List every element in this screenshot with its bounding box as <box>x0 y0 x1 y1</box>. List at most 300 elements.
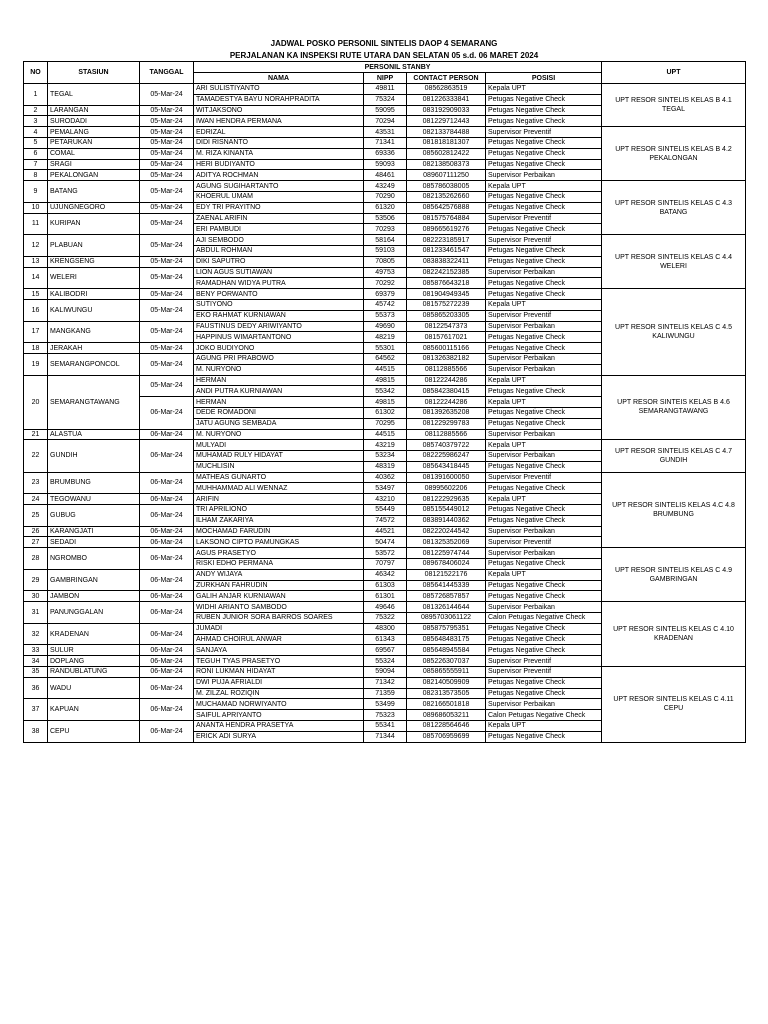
personnel-position: Petugas Negative Check <box>486 623 602 634</box>
station-name: GUBUG <box>48 505 140 527</box>
personnel-position: Petugas Negative Check <box>486 418 602 429</box>
personnel-name: M. RIZA KINANTA <box>194 148 364 159</box>
personnel-position: Petugas Negative Check <box>486 332 602 343</box>
contact-person: 085740379722 <box>407 440 486 451</box>
personnel-position: Supervisor Perbaikan <box>486 699 602 710</box>
row-number: 29 <box>24 569 48 591</box>
station-name: ALASTUA <box>48 429 140 440</box>
date-cell: 05-Mar-24 <box>140 375 194 397</box>
header-nama: NAMA <box>194 73 364 84</box>
personnel-nipp: 49815 <box>364 375 407 386</box>
station-name: KRADENAN <box>48 623 140 645</box>
contact-person: 083891440362 <box>407 515 486 526</box>
header-row-1 <box>24 62 746 73</box>
personnel-nipp: 50474 <box>364 537 407 548</box>
personnel-nipp: 46342 <box>364 569 407 580</box>
contact-person: 085648945584 <box>407 645 486 656</box>
personnel-name: ERI PAMBUDI <box>194 224 364 235</box>
schedule-table <box>23 61 746 743</box>
row-number: 34 <box>24 656 48 667</box>
personnel-position: Petugas Negative Check <box>486 505 602 516</box>
personnel-name: RAMADHAN WIDYA PUTRA <box>194 278 364 289</box>
personnel-nipp: 75323 <box>364 710 407 721</box>
date-cell: 05-Mar-24 <box>140 116 194 127</box>
personnel-nipp: 69336 <box>364 148 407 159</box>
personnel-position: Supervisor Preventif <box>486 537 602 548</box>
date-cell: 06-Mar-24 <box>140 548 194 570</box>
row-number: 35 <box>24 667 48 678</box>
row-number: 5 <box>24 137 48 148</box>
contact-person: 085865555911 <box>407 667 486 678</box>
contact-person: 082313573505 <box>407 688 486 699</box>
personnel-position: Petugas Negative Check <box>486 191 602 202</box>
row-number: 26 <box>24 526 48 537</box>
personnel-position: Petugas Negative Check <box>486 245 602 256</box>
upt-group: UPT RESOR SINTELIS KELAS B 4.2 PEKALONGAN <box>602 127 746 181</box>
contact-person: 081818181307 <box>407 137 486 148</box>
upt-group: UPT RESOR SINTELIS KELAS C 4.9 GAMBRINGAN <box>602 548 746 602</box>
personnel-position: Kepala UPT <box>486 84 602 95</box>
row-number: 24 <box>24 494 48 505</box>
contact-person: 08112885566 <box>407 364 486 375</box>
personnel-name: AGUNG PRI PRABOWO <box>194 353 364 364</box>
personnel-name: SAIFUL APRIYANTO <box>194 710 364 721</box>
personnel-name: ANDY WIJAYA <box>194 569 364 580</box>
date-cell: 05-Mar-24 <box>140 235 194 257</box>
date-cell: 05-Mar-24 <box>140 127 194 138</box>
personnel-nipp: 59095 <box>364 105 407 116</box>
contact-person: 082133784488 <box>407 127 486 138</box>
station-name: WELERI <box>48 267 140 289</box>
contact-person: 085876643218 <box>407 278 486 289</box>
document-subtitle: PERJALANAN KA INSPEKSI RUTE UTARA DAN SELATAN 05 s.d. 06 MARET 2024 <box>229 51 539 60</box>
personnel-nipp: 71359 <box>364 688 407 699</box>
station-name: COMAL <box>48 148 140 159</box>
table-row <box>24 84 746 95</box>
personnel-name: EDY TRI PRAYITNO <box>194 202 364 213</box>
station-name: TEGAL <box>48 84 140 106</box>
contact-person: 085602812422 <box>407 148 486 159</box>
personnel-name: AGUNG SUGIHARTANTO <box>194 181 364 192</box>
station-name: KALIWUNGU <box>48 299 140 321</box>
personnel-name: SANJAYA <box>194 645 364 656</box>
contact-person: 08122244286 <box>407 397 486 408</box>
personnel-nipp: 70797 <box>364 559 407 570</box>
personnel-name: MULYADI <box>194 440 364 451</box>
personnel-position: Supervisor Perbaikan <box>486 548 602 559</box>
contact-person: 081904949345 <box>407 289 486 300</box>
row-number: 4 <box>24 127 48 138</box>
personnel-position: Supervisor Preventif <box>486 667 602 678</box>
row-number: 1 <box>24 84 48 106</box>
personnel-position: Supervisor Perbaikan <box>486 267 602 278</box>
personnel-name: JATU AGUNG SEMBADA <box>194 418 364 429</box>
station-name: PETARUKAN <box>48 137 140 148</box>
contact-person: 081222929635 <box>407 494 486 505</box>
personnel-position: Petugas Negative Check <box>486 407 602 418</box>
personnel-nipp: 75322 <box>364 613 407 624</box>
personnel-position: Supervisor Perbaikan <box>486 602 602 613</box>
row-number: 27 <box>24 537 48 548</box>
personnel-name: ZURKHAN FAHRUDIN <box>194 580 364 591</box>
personnel-name: IWAN HENDRA PERMANA <box>194 116 364 127</box>
personnel-name: GALIH ANJAR KURNIAWAN <box>194 591 364 602</box>
contact-person: 085600115166 <box>407 343 486 354</box>
row-number: 20 <box>24 375 48 429</box>
date-cell: 05-Mar-24 <box>140 84 194 106</box>
contact-person: 081325352069 <box>407 537 486 548</box>
personnel-name: HAPPINUS WIMARTANTONO <box>194 332 364 343</box>
upt-group: UPT RESOR SINTELIS KELAS B 4.1 TEGAL <box>602 84 746 127</box>
table-row <box>24 472 746 483</box>
personnel-position: Petugas Negative Check <box>486 461 602 472</box>
personnel-name: M. NURYONO <box>194 364 364 375</box>
personnel-name: EKO RAHMAT KURNIAWAN <box>194 310 364 321</box>
station-name: SULUR <box>48 645 140 656</box>
station-name: SEMARANGPONCOL <box>48 353 140 375</box>
personnel-name: HERMAN <box>194 375 364 386</box>
personnel-position: Petugas Negative Check <box>486 483 602 494</box>
personnel-name: MUHHAMMAD ALI WENNAZ <box>194 483 364 494</box>
personnel-position: Kepala UPT <box>486 181 602 192</box>
date-cell: 05-Mar-24 <box>140 181 194 203</box>
personnel-nipp: 61343 <box>364 634 407 645</box>
personnel-position: Supervisor Perbaikan <box>486 364 602 375</box>
station-name: PLABUAN <box>48 235 140 257</box>
personnel-nipp: 40362 <box>364 472 407 483</box>
personnel-position: Petugas Negative Check <box>486 116 602 127</box>
personnel-nipp: 53506 <box>364 213 407 224</box>
personnel-position: Kepala UPT <box>486 397 602 408</box>
date-cell: 05-Mar-24 <box>140 202 194 213</box>
station-name: SEDADI <box>48 537 140 548</box>
row-number: 12 <box>24 235 48 257</box>
personnel-nipp: 70292 <box>364 278 407 289</box>
personnel-name: WIDHI ARIANTO SAMBODO <box>194 602 364 613</box>
station-name: DOPLANG <box>48 656 140 667</box>
date-cell: 06-Mar-24 <box>140 494 194 505</box>
personnel-name: ZAENAL ARIFIN <box>194 213 364 224</box>
document-header <box>0 38 768 62</box>
contact-person: 082140509909 <box>407 677 486 688</box>
row-number: 18 <box>24 343 48 354</box>
date-cell: 06-Mar-24 <box>140 569 194 591</box>
contact-person: 089665619276 <box>407 224 486 235</box>
personnel-nipp: 61302 <box>364 407 407 418</box>
personnel-nipp: 43249 <box>364 181 407 192</box>
station-name: GUNDIH <box>48 440 140 472</box>
contact-person: 085155449012 <box>407 505 486 516</box>
personnel-name: ADITYA ROCHMAN <box>194 170 364 181</box>
date-cell: 05-Mar-24 <box>140 343 194 354</box>
contact-person: 085641445339 <box>407 580 486 591</box>
upt-group: UPT RESOR SINTELIS KELAS C 4.7 GUNDIH <box>602 440 746 472</box>
row-number: 36 <box>24 677 48 699</box>
contact-person: 085786038005 <box>407 181 486 192</box>
contact-person: 082225986247 <box>407 451 486 462</box>
header-no: NO <box>24 62 48 84</box>
table-row <box>24 181 746 192</box>
contact-person: 081392635208 <box>407 407 486 418</box>
personnel-position: Kepala UPT <box>486 721 602 732</box>
date-cell: 05-Mar-24 <box>140 170 194 181</box>
personnel-nipp: 53497 <box>364 483 407 494</box>
personnel-name: ARI SULISTIYANTO <box>194 84 364 95</box>
personnel-name: LION AGUS SUTIAWAN <box>194 267 364 278</box>
personnel-position: Petugas Negative Check <box>486 559 602 570</box>
personnel-position: Kepala UPT <box>486 375 602 386</box>
personnel-position: Kepala UPT <box>486 299 602 310</box>
row-number: 10 <box>24 202 48 213</box>
contact-person: 081233461547 <box>407 245 486 256</box>
upt-group: UPT RESOR SINTELIS KELAS C 4.10 KRADENAN <box>602 602 746 667</box>
upt-group: UPT RESOR SINTELIS KELAS 4.C 4.8 BRUMBUNG <box>602 472 746 548</box>
personnel-nipp: 69567 <box>364 645 407 656</box>
header-nipp: NIPP <box>364 73 407 84</box>
station-name: PEKALONGAN <box>48 170 140 181</box>
personnel-name: WITJAKSONO <box>194 105 364 116</box>
personnel-position: Calon Petugas Negative Check <box>486 613 602 624</box>
station-name: KARANGJATI <box>48 526 140 537</box>
contact-person: 082220244542 <box>407 526 486 537</box>
station-name: UJUNGNEGORO <box>48 202 140 213</box>
date-cell: 05-Mar-24 <box>140 321 194 343</box>
row-number: 9 <box>24 181 48 203</box>
contact-person: 085226307037 <box>407 656 486 667</box>
row-number: 23 <box>24 472 48 494</box>
row-number: 3 <box>24 116 48 127</box>
row-number: 30 <box>24 591 48 602</box>
table-row <box>24 235 746 246</box>
personnel-nipp: 61301 <box>364 591 407 602</box>
header-upt: UPT <box>602 62 746 84</box>
personnel-name: ERICK ADI SURYA <box>194 731 364 742</box>
personnel-position: Supervisor Preventif <box>486 310 602 321</box>
personnel-position: Kepala UPT <box>486 440 602 451</box>
personnel-nipp: 70294 <box>364 116 407 127</box>
row-number: 28 <box>24 548 48 570</box>
personnel-position: Supervisor Perbaikan <box>486 429 602 440</box>
personnel-nipp: 59093 <box>364 159 407 170</box>
personnel-position: Petugas Negative Check <box>486 677 602 688</box>
personnel-nipp: 69379 <box>364 289 407 300</box>
upt-group: UPT RESOR SINTELIS KELAS C 4.4 WELERI <box>602 235 746 289</box>
station-name: CEPU <box>48 721 140 743</box>
row-number: 2 <box>24 105 48 116</box>
contact-person: 08112885566 <box>407 429 486 440</box>
station-name: PEMALANG <box>48 127 140 138</box>
date-cell: 06-Mar-24 <box>140 440 194 472</box>
personnel-nipp: 44521 <box>364 526 407 537</box>
contact-person: 082166501818 <box>407 699 486 710</box>
personnel-nipp: 49690 <box>364 321 407 332</box>
personnel-position: Petugas Negative Check <box>486 94 602 105</box>
personnel-nipp: 53499 <box>364 699 407 710</box>
row-number: 6 <box>24 148 48 159</box>
station-name: SURODADI <box>48 116 140 127</box>
station-name: PANUNGGALAN <box>48 602 140 624</box>
contact-person: 085648483175 <box>407 634 486 645</box>
row-number: 21 <box>24 429 48 440</box>
personnel-nipp: 44515 <box>364 429 407 440</box>
personnel-position: Petugas Negative Check <box>486 591 602 602</box>
contact-person: 08157617021 <box>407 332 486 343</box>
station-name: RANDUBLATUNG <box>48 667 140 678</box>
personnel-nipp: 55373 <box>364 310 407 321</box>
date-cell: 05-Mar-24 <box>140 105 194 116</box>
personnel-name: RISKI EDHO PERMANA <box>194 559 364 570</box>
personnel-position: Supervisor Preventif <box>486 656 602 667</box>
personnel-position: Petugas Negative Check <box>486 688 602 699</box>
station-name: TEGOWANU <box>48 494 140 505</box>
personnel-nipp: 48461 <box>364 170 407 181</box>
personnel-name: ARIFIN <box>194 494 364 505</box>
row-number: 15 <box>24 289 48 300</box>
contact-person: 085642576888 <box>407 202 486 213</box>
personnel-name: ABDUL ROHMAN <box>194 245 364 256</box>
personnel-position: Supervisor Preventif <box>486 127 602 138</box>
personnel-position: Petugas Negative Check <box>486 137 602 148</box>
personnel-name: MOCHAMAD FARUDIN <box>194 526 364 537</box>
personnel-name: ANDI PUTRA KURNIAWAN <box>194 386 364 397</box>
personnel-nipp: 43210 <box>364 494 407 505</box>
date-cell: 06-Mar-24 <box>140 429 194 440</box>
contact-person: 082223185917 <box>407 235 486 246</box>
contact-person: 08562863519 <box>407 84 486 95</box>
date-cell: 05-Mar-24 <box>140 137 194 148</box>
header-stasiun: STASIUN <box>48 62 140 84</box>
personnel-nipp: 64562 <box>364 353 407 364</box>
personnel-name: BENY PORWANTO <box>194 289 364 300</box>
personnel-nipp: 59103 <box>364 245 407 256</box>
contact-person: 082138508373 <box>407 159 486 170</box>
date-cell: 05-Mar-24 <box>140 353 194 375</box>
table-row <box>24 667 746 678</box>
table-row <box>24 289 746 300</box>
personnel-name: M. NURYONO <box>194 429 364 440</box>
contact-person: 089607111250 <box>407 170 486 181</box>
contact-person: 085842380415 <box>407 386 486 397</box>
station-name: KRENGSENG <box>48 256 140 267</box>
personnel-nipp: 53572 <box>364 548 407 559</box>
date-cell: 05-Mar-24 <box>140 267 194 289</box>
personnel-name: LAKSONO CIPTO PAMUNGKAS <box>194 537 364 548</box>
personnel-nipp: 70295 <box>364 418 407 429</box>
station-name: GAMBRINGAN <box>48 569 140 591</box>
personnel-name: AHMAD CHOIRUL ANWAR <box>194 634 364 645</box>
upt-group: UPT RESOR SINTEIS KELAS B 4.6 SEMARANGTAWANG <box>602 375 746 440</box>
row-number: 32 <box>24 623 48 645</box>
personnel-name: DWI PUJA AFRIALDI <box>194 677 364 688</box>
date-cell: 06-Mar-24 <box>140 656 194 667</box>
personnel-name: AJI SEMBODO <box>194 235 364 246</box>
personnel-position: Petugas Negative Check <box>486 224 602 235</box>
row-number: 38 <box>24 721 48 743</box>
row-number: 8 <box>24 170 48 181</box>
contact-person: 085706959699 <box>407 731 486 742</box>
contact-person: 081229712443 <box>407 116 486 127</box>
personnel-name: MUCHAMAD NORWIYANTO <box>194 699 364 710</box>
personnel-nipp: 71344 <box>364 731 407 742</box>
personnel-name: JOKO BUDIYONO <box>194 343 364 354</box>
personnel-position: Supervisor Preventif <box>486 213 602 224</box>
personnel-nipp: 70293 <box>364 224 407 235</box>
personnel-nipp: 70290 <box>364 191 407 202</box>
contact-person: 08122547373 <box>407 321 486 332</box>
contact-person: 0895703061122 <box>407 613 486 624</box>
date-cell: 05-Mar-24 <box>140 299 194 321</box>
date-cell: 06-Mar-24 <box>140 537 194 548</box>
date-cell: 05-Mar-24 <box>140 256 194 267</box>
header-posisi: POSISI <box>486 73 602 84</box>
personnel-nipp: 48300 <box>364 623 407 634</box>
station-name: MANGKANG <box>48 321 140 343</box>
personnel-position: Petugas Negative Check <box>486 580 602 591</box>
station-name: NGROMBO <box>48 548 140 570</box>
row-number: 16 <box>24 299 48 321</box>
personnel-position: Petugas Negative Check <box>486 202 602 213</box>
personnel-nipp: 61320 <box>364 202 407 213</box>
personnel-nipp: 43219 <box>364 440 407 451</box>
contact-person: 085726857857 <box>407 591 486 602</box>
contact-person: 08122244286 <box>407 375 486 386</box>
header-personil-stanby: PERSONIL STANBY <box>194 62 602 73</box>
personnel-nipp: 75324 <box>364 94 407 105</box>
personnel-nipp: 74572 <box>364 515 407 526</box>
personnel-nipp: 55449 <box>364 505 407 516</box>
personnel-position: Calon Petugas Negative Check <box>486 710 602 721</box>
date-cell: 06-Mar-24 <box>140 526 194 537</box>
personnel-position: Petugas Negative Check <box>486 343 602 354</box>
personnel-nipp: 48219 <box>364 332 407 343</box>
contact-person: 081575272239 <box>407 299 486 310</box>
personnel-nipp: 49753 <box>364 267 407 278</box>
personnel-position: Supervisor Preventif <box>486 472 602 483</box>
date-cell: 06-Mar-24 <box>140 645 194 656</box>
personnel-position: Petugas Negative Check <box>486 159 602 170</box>
personnel-name: MUHAMAD RULY HIDAYAT <box>194 451 364 462</box>
date-cell: 06-Mar-24 <box>140 602 194 624</box>
personnel-name: TAMADESTYA BAYU NORAHPRADITA <box>194 94 364 105</box>
row-number: 19 <box>24 353 48 375</box>
contact-person: 082135262660 <box>407 191 486 202</box>
row-number: 17 <box>24 321 48 343</box>
date-cell: 05-Mar-24 <box>140 289 194 300</box>
station-name: KAPUAN <box>48 699 140 721</box>
row-number: 22 <box>24 440 48 472</box>
date-cell: 05-Mar-24 <box>140 213 194 235</box>
personnel-nipp: 49815 <box>364 397 407 408</box>
contact-person: 081228564646 <box>407 721 486 732</box>
upt-group: UPT RESOR SINTELIS KELAS C 4.5 KALIWUNGU <box>602 289 746 375</box>
personnel-name: AGUS PRASETYO <box>194 548 364 559</box>
contact-person: 081575764884 <box>407 213 486 224</box>
personnel-name: RUBEN JUNIOR SORA BARROS SOARES <box>194 613 364 624</box>
personnel-position: Petugas Negative Check <box>486 289 602 300</box>
personnel-name: DIKI SAPUTRO <box>194 256 364 267</box>
personnel-nipp: 70805 <box>364 256 407 267</box>
personnel-name: MATHEAS GUNARTO <box>194 472 364 483</box>
personnel-position: Petugas Negative Check <box>486 105 602 116</box>
personnel-name: JUMADI <box>194 623 364 634</box>
personnel-position: Supervisor Perbaikan <box>486 170 602 181</box>
date-cell: 05-Mar-24 <box>140 159 194 170</box>
personnel-nipp: 55342 <box>364 386 407 397</box>
personnel-nipp: 49646 <box>364 602 407 613</box>
station-name: JERAKAH <box>48 343 140 354</box>
personnel-name: TRI APRILIONO <box>194 505 364 516</box>
contact-person: 081326382182 <box>407 353 486 364</box>
